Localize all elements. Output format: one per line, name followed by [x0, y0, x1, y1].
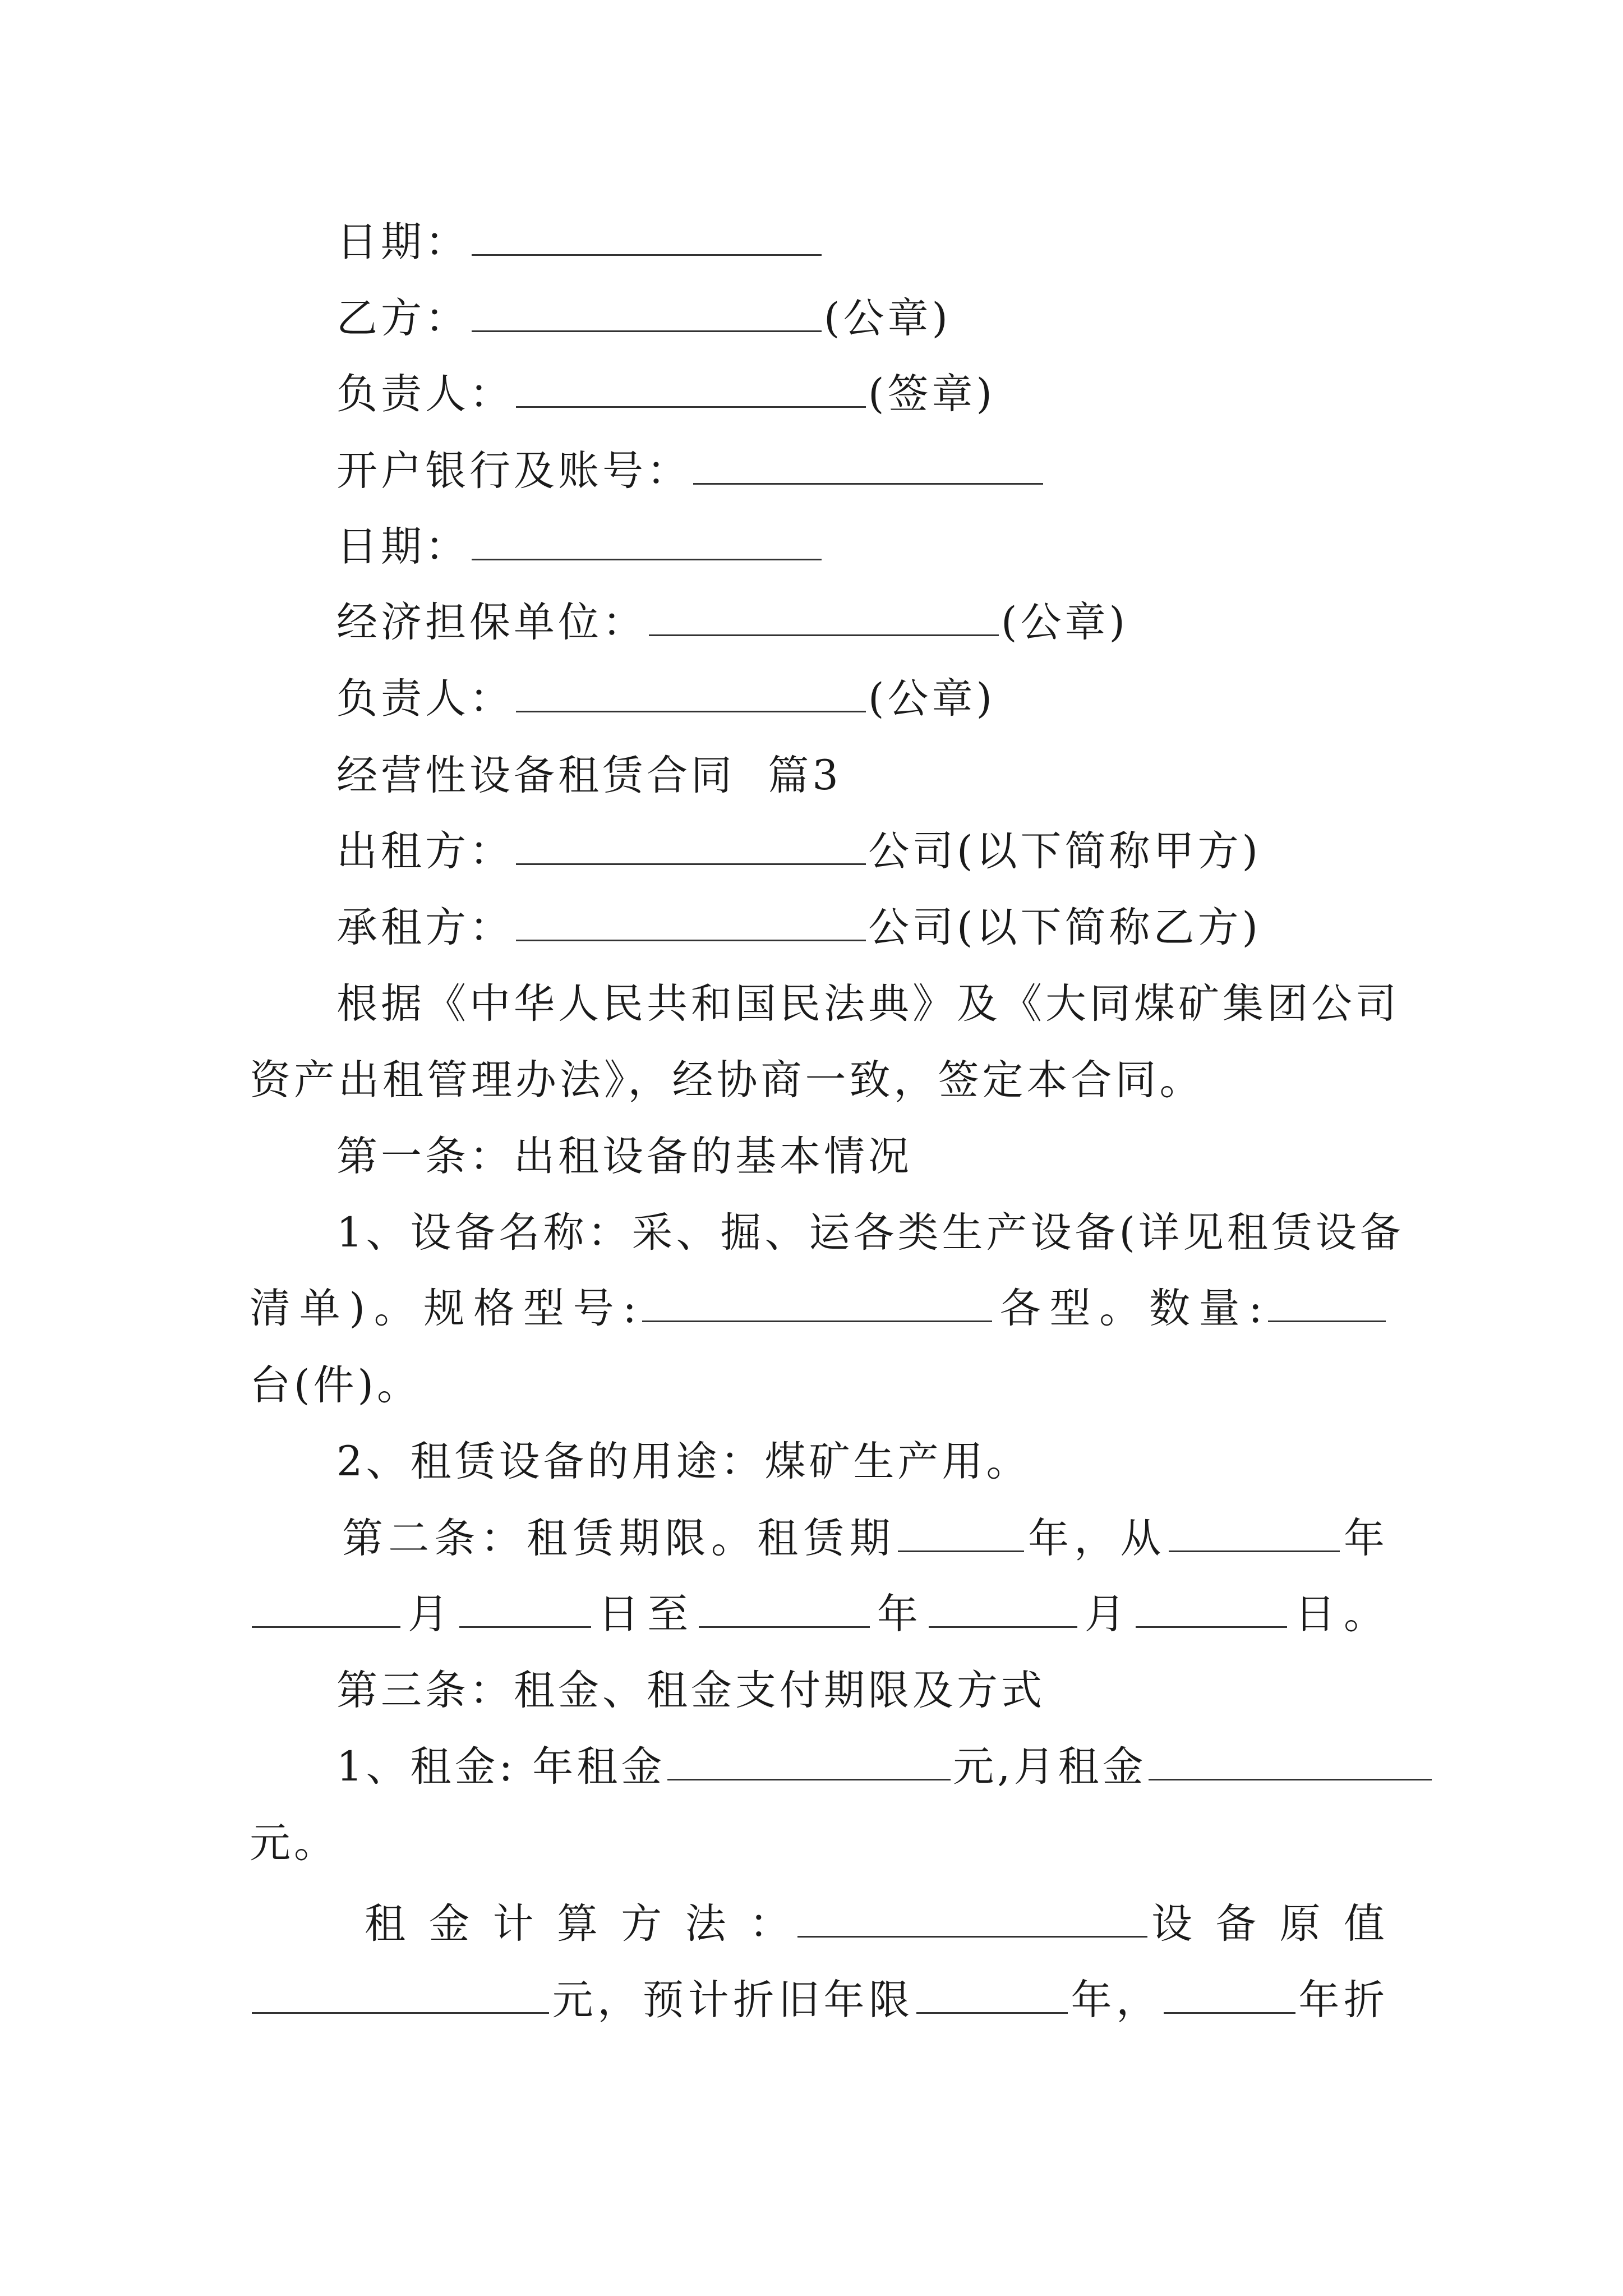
party-b-blank — [472, 292, 822, 332]
spec-blank — [642, 1282, 992, 1322]
date-blank — [472, 216, 822, 256]
monthly-rent-blank — [1149, 1741, 1432, 1780]
bank-label: 开户银行及账号： — [336, 447, 691, 495]
year-blank — [1164, 1974, 1295, 2014]
depreciation-years-blank — [916, 1974, 1068, 2014]
start-year-blank — [1169, 1512, 1340, 1552]
date-blank — [472, 521, 822, 560]
article-3-item-1-line2: 元。 — [250, 1819, 338, 1867]
article-2-line2 — [250, 1581, 1388, 1648]
lessor-suffix: 公司(以下简称甲方) — [868, 827, 1261, 875]
article-1-item-1-line1: 1、设备名称：采、掘、运各类生产设备(详见租赁设备 — [336, 1209, 1404, 1257]
line-date-1 — [336, 209, 1388, 276]
section-heading: 经营性设备租赁合同 篇3 — [336, 752, 842, 799]
article-1-item-1-line2 — [250, 1275, 1388, 1342]
day-label: 日。 — [1289, 1590, 1389, 1638]
line-guarantor — [336, 589, 1388, 656]
original-value-blank — [252, 1974, 549, 2014]
year-label: 年 — [1341, 1515, 1389, 1562]
spec-label: 清单)。规格型号: — [250, 1285, 640, 1332]
lessee-blank — [516, 901, 866, 941]
article-1-item-1-line3: 台(件)。 — [250, 1361, 421, 1409]
year-label: 年 — [872, 1590, 926, 1638]
responsible-blank — [516, 673, 866, 712]
line-lessee — [336, 894, 1388, 961]
end-year-blank — [699, 1588, 870, 1628]
term-from-label: 年，从 — [1026, 1515, 1166, 1562]
month-label: 月 — [1079, 1590, 1134, 1638]
line-responsible-1 — [336, 361, 1388, 428]
end-month-blank — [929, 1588, 1077, 1628]
party-b-seal: (公章) — [824, 295, 951, 342]
day-to-label: 日至 — [593, 1590, 697, 1638]
start-month-blank — [252, 1588, 400, 1628]
guarantor-seal: (公章) — [1001, 599, 1128, 646]
monthly-rent-label: 元,月租金 — [953, 1743, 1147, 1791]
quantity-label: 各型。数量: — [994, 1285, 1266, 1332]
end-day-blank — [1136, 1588, 1287, 1628]
lessor-label: 出租方： — [336, 827, 514, 875]
responsible-blank — [516, 368, 866, 408]
responsible-label: 负责人： — [336, 675, 514, 723]
article-3-item-1-line1 — [336, 1733, 1388, 1801]
lessor-blank — [516, 825, 866, 865]
lessee-label: 承租方： — [336, 904, 514, 951]
paragraph-basis-line1: 根据《中华人民共和国民法典》及《大同煤矿集团公司 — [336, 980, 1400, 1028]
start-day-blank — [459, 1588, 591, 1628]
original-value-label: 设 备 原 值 — [1149, 1900, 1388, 1948]
line-responsible-2 — [336, 665, 1388, 733]
party-b-label: 乙方： — [336, 295, 469, 342]
paragraph-basis-line2: 资产出租管理办法》，经协商一致，签定本合同。 — [250, 1056, 1204, 1104]
year-discount-label: 年折 — [1297, 1976, 1389, 2024]
article-3-heading: 第三条：租金、租金支付期限及方式 — [336, 1667, 1045, 1714]
year-comma-label: 年， — [1069, 1976, 1161, 2024]
responsible-label: 负责人： — [336, 370, 514, 418]
rent-calc-blank — [797, 1898, 1147, 1938]
term-years-blank — [898, 1512, 1024, 1552]
quantity-blank — [1268, 1282, 1386, 1322]
lessee-suffix: 公司(以下简称乙方) — [868, 904, 1261, 951]
article-2-line1 — [342, 1505, 1388, 1572]
depreciation-label: 元，预计折旧年限 — [551, 1976, 914, 2024]
responsible-seal: (公章) — [868, 675, 995, 723]
annual-rent-label: 1、租金: 年租金 — [336, 1743, 666, 1791]
responsible-sign: (签章) — [868, 370, 995, 418]
line-date-2 — [336, 513, 1388, 581]
rent-calc-label: 租 金 计 算 方 法 ： — [365, 1900, 795, 1948]
rent-calc-line2 — [250, 1967, 1388, 2034]
rent-calc-line1 — [365, 1890, 1388, 1958]
month-label: 月 — [403, 1590, 457, 1638]
guarantor-blank — [649, 596, 999, 636]
line-lessor — [336, 818, 1388, 885]
term-label: 第二条：租赁期限。租赁期 — [342, 1515, 896, 1562]
line-bank-account — [336, 438, 1388, 505]
annual-rent-blank — [667, 1741, 951, 1780]
bank-blank — [693, 445, 1043, 485]
date-label: 日期： — [336, 523, 469, 570]
guarantor-label: 经济担保单位： — [336, 599, 647, 646]
article-1-heading: 第一条：出租设备的基本情况 — [336, 1133, 912, 1180]
article-1-item-2: 2、租赁设备的用途：煤矿生产用。 — [336, 1438, 1031, 1485]
line-party-b — [336, 285, 1388, 352]
date-label: 日期： — [336, 218, 469, 266]
